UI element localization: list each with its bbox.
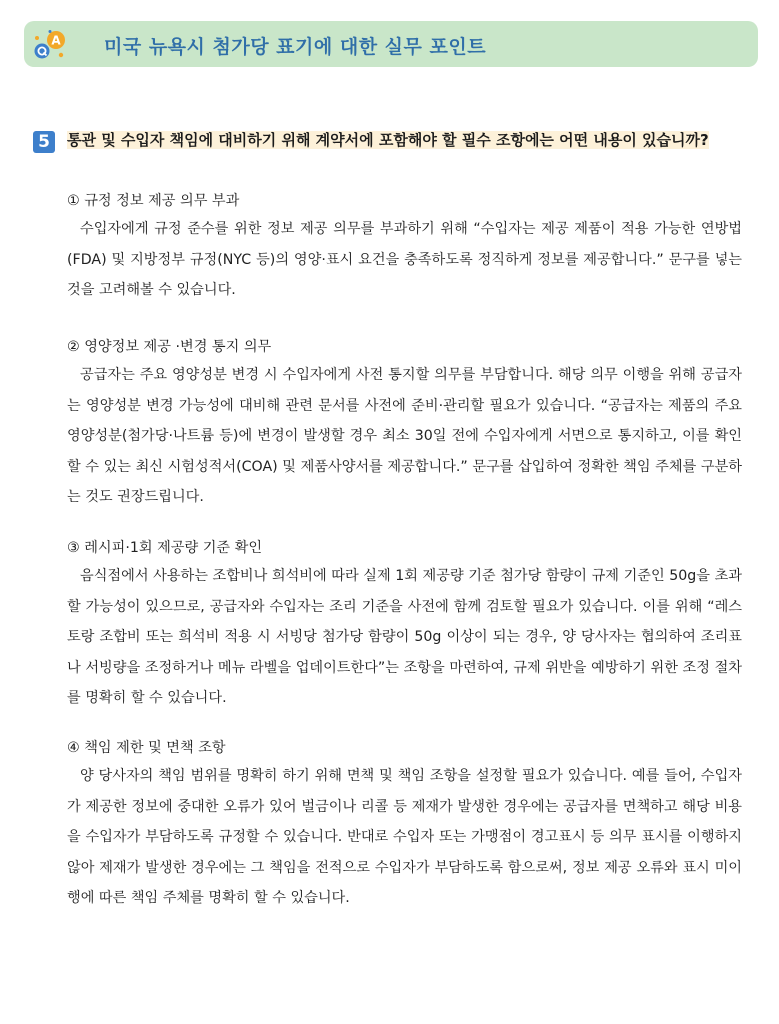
qa-icon — [34, 29, 68, 61]
section-2-body: 공급자는 주요 영양성분 변경 시 수입자에게 사전 통지할 의무를 부담합니다. 해당 의무 이행을 위해 공급자는 영양성분 변경 가능성에 대비해 관련 문서를 사전에 준비·관리할 필요가 있습니다. “공급자는 제품의 주요 영양성분(첨가당·나트륨 등)에 변경이 발생할 경우 최소 30일 전에 수입자에게 서면으로 통지하고, 이를 확인할 수 있는 최신 시험성적서(COA) 및 제품사양서를 제공합니다.” 문구를 삽입하여 정확한 책임 주체를 구분하는 것도 권장드립니다. — [67, 367, 742, 505]
section-1-body: 수입자에게 규정 준수를 위한 정보 제공 의무를 부과하기 위해 “수입자는 제공 제품이 적용 가능한 연방법(FDA) 및 지방정부 규정(NYC 등)의 영양·표시 요건을 충족하도록 정직하게 정보를 제공합니다.” 문구를 넣는 것을 고려해볼 수 있습니다. — [67, 221, 743, 298]
section-3-body: 음식점에서 사용하는 조합비나 희석비에 따라 실제 1회 제공량 기준 첨가당 함량이 규제 기준인 50g을 초과할 가능성이 있으므로, 공급자와 수입자는 조리 기준을 사전에 함께 검토할 필요가 있습니다. 이를 위해 “레스토랑 조합비 또는 희석비 적용 시 서빙당 첨가당 함량이 50g 이상이 되는 경우, 양 당사자는 협의하여 조리표나 서빙량을 조정하거나 메뉴 라벨을 업데이트한다”는 조항을 마련하여, 규제 위반을 예방하기 위한 조정 절차를 명확히 할 수 있습니다. — [67, 568, 742, 706]
section-1 — [67, 188, 742, 306]
section-1-title: ① 규정 정보 제공 의무 부과 — [67, 193, 240, 209]
section-2 — [67, 334, 742, 513]
section-4-title: ④ 책임 제한 및 면책 조항 — [67, 740, 226, 756]
page-title: 미국 뉴욕시 첨가당 표기에 대한 실무 포인트 — [104, 36, 487, 58]
question-text-highlight: 통관 및 수입자 책임에 대비하기 위해 계약서에 포함해야 할 필수 조항에는 어떤 내용이 있습니까? — [67, 131, 709, 149]
header-banner — [24, 21, 758, 67]
section-4-body: 양 당사자의 책임 범위를 명확히 하기 위해 면책 및 책임 조항을 설정할 필요가 있습니다. 예를 들어, 수입자가 제공한 정보에 중대한 오류가 있어 벌금이나 리콜 등 제재가 발생한 경우에는 공급자를 면책하고 해당 비용을 수입자가 부담하도록 규정할 수 있습니다. 반대로 수입자 또는 가맹점이 경고표시 등 의무 표시를 이행하지 않아 제재가 발생한 경우에는 그 책임을 전적으로 수입자가 부담하도록 함으로써, 정보 제공 오류와 표시 미이행에 따른 책임 주체를 명확히 할 수 있습니다. — [67, 768, 742, 906]
section-2-title: ② 영양정보 제공 ·변경 통지 의무 — [67, 339, 272, 355]
question-number-badge: 5 — [33, 131, 55, 153]
section-3 — [67, 535, 742, 714]
qa-icon-letter: A — [51, 33, 61, 48]
question-text — [67, 126, 742, 155]
section-4 — [67, 735, 742, 914]
section-3-title: ③ 레시피·1회 제공량 기준 확인 — [67, 540, 263, 556]
